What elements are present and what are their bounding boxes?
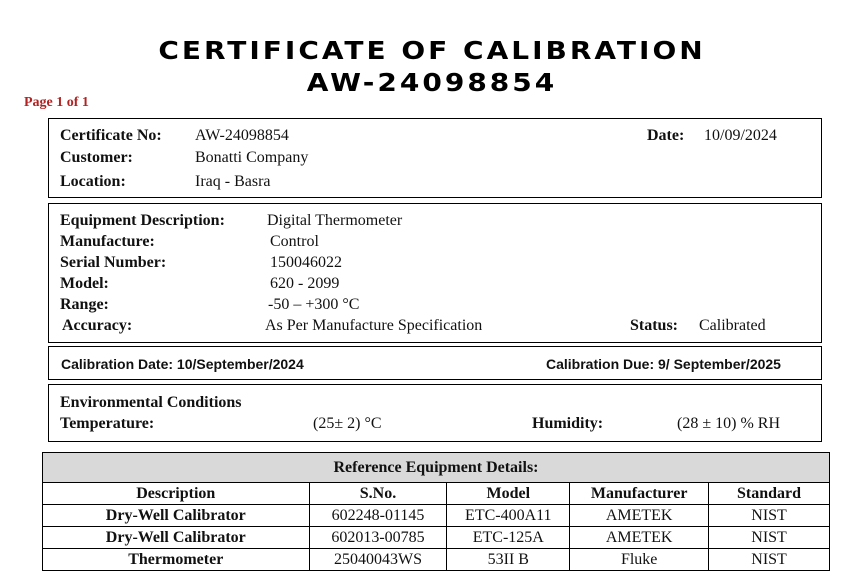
customer-value: Bonatti Company	[195, 149, 309, 166]
serial-label: Serial Number:	[60, 254, 167, 271]
equipment-desc-value: Digital Thermometer	[267, 212, 403, 229]
table-cell: 602013-00785	[309, 527, 447, 549]
serial-value: 150046022	[270, 254, 342, 271]
reference-table-title: Reference Equipment Details:	[43, 453, 830, 483]
manufacture-label: Manufacture:	[60, 233, 155, 250]
page-indicator: Page 1 of 1	[24, 95, 89, 110]
calibration-due: Calibration Due: 9/ September/2025	[546, 356, 781, 372]
date-value: 10/09/2024	[704, 127, 777, 144]
certificate-info-box	[48, 118, 822, 198]
location-label: Location:	[60, 173, 126, 190]
table-cell: 602248-01145	[309, 505, 447, 527]
status-label: Status:	[630, 317, 679, 334]
table-cell: Fluke	[570, 549, 709, 571]
temperature-value: (25± 2) °C	[313, 415, 382, 432]
column-header: Manufacturer	[570, 483, 709, 505]
table-cell: ETC-400A11	[447, 505, 570, 527]
table-cell: 25040043WS	[309, 549, 447, 571]
table-cell: Dry-Well Calibrator	[43, 527, 310, 549]
column-header: S.No.	[309, 483, 447, 505]
environment-heading: Environmental Conditions	[60, 394, 242, 411]
column-header: Standard	[709, 483, 830, 505]
calibration-dates-box	[48, 346, 822, 380]
range-value: -50 – +300 °C	[268, 296, 360, 313]
range-label: Range:	[60, 296, 109, 313]
temperature-label: Temperature:	[60, 415, 155, 432]
table-cell: Thermometer	[43, 549, 310, 571]
column-header: Model	[447, 483, 570, 505]
cert-no-value: AW-24098854	[195, 127, 289, 144]
equipment-box	[48, 203, 822, 343]
table-cell: NIST	[709, 505, 830, 527]
model-value: 620 - 2099	[270, 275, 340, 292]
table-cell: 53II B	[447, 549, 570, 571]
table-row	[43, 549, 830, 571]
humidity-label: Humidity:	[532, 415, 604, 432]
table-row	[43, 505, 830, 527]
equipment-desc-label: Equipment Description:	[60, 212, 225, 229]
model-label: Model:	[60, 275, 109, 292]
table-row	[43, 527, 830, 549]
location-value: Iraq - Basra	[195, 173, 271, 190]
date-label: Date:	[647, 127, 685, 144]
table-cell: Dry-Well Calibrator	[43, 505, 310, 527]
table-cell: AMETEK	[570, 527, 709, 549]
table-cell: AMETEK	[570, 505, 709, 527]
status-value: Calibrated	[699, 317, 766, 334]
accuracy-value: As Per Manufacture Specification	[265, 317, 483, 334]
reference-equipment-table	[42, 452, 830, 571]
cert-no-label: Certificate No:	[60, 127, 162, 144]
table-header-row	[43, 483, 830, 505]
certificate-title: CERTIFICATE OF CALIBRATION	[158, 35, 706, 66]
table-cell: ETC-125A	[447, 527, 570, 549]
table-cell: NIST	[709, 527, 830, 549]
table-cell: NIST	[709, 549, 830, 571]
calibration-date: Calibration Date: 10/September/2024	[61, 356, 304, 372]
environment-box	[48, 384, 822, 442]
certificate-number-title: AW-24098854	[306, 67, 558, 98]
manufacture-value: Control	[270, 233, 319, 250]
customer-label: Customer:	[60, 149, 133, 166]
accuracy-label: Accuracy:	[62, 317, 133, 334]
column-header: Description	[43, 483, 310, 505]
humidity-value: (28 ± 10) % RH	[677, 415, 780, 432]
